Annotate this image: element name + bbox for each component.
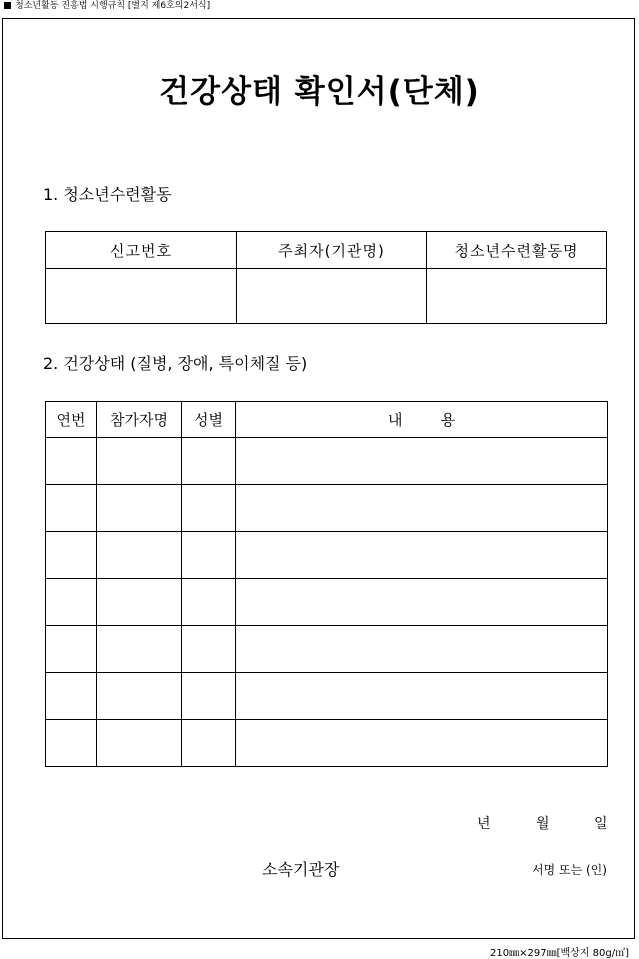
- activity-info-table: [45, 231, 607, 324]
- gender-cell[interactable]: [182, 720, 236, 767]
- column-header-organizer: 주최자(기관명): [237, 232, 427, 269]
- form-reference-text: 청소년활동 진흥법 시행규칙 [별지 제6호의2서식]: [15, 1, 211, 11]
- signature-or-seal-label: 서명 또는 (인): [532, 863, 607, 877]
- date-year-label: 년: [477, 816, 491, 832]
- institution-head-label: 소속기관장: [262, 860, 340, 879]
- form-title: 건강상태 확인서(단체): [159, 74, 480, 110]
- serial-cell[interactable]: [46, 720, 97, 767]
- participant-cell[interactable]: [97, 720, 182, 767]
- table-header-row: [46, 402, 608, 438]
- health-status-table: [45, 401, 608, 767]
- column-header-participant: 참가자명: [97, 402, 182, 438]
- gender-cell[interactable]: [182, 532, 236, 579]
- gender-cell[interactable]: [182, 485, 236, 532]
- column-header-serial: 연번: [46, 402, 97, 438]
- section-2-heading: 2. 건강상태 (질병, 장애, 특이체질 등): [43, 354, 308, 373]
- details-cell[interactable]: [236, 485, 608, 532]
- serial-cell[interactable]: [46, 438, 97, 485]
- column-header-activity-name: 청소년수련활동명: [427, 232, 607, 269]
- date-day-label: 일: [594, 816, 608, 832]
- table-row: [46, 269, 607, 324]
- participant-cell[interactable]: [97, 438, 182, 485]
- details-cell[interactable]: [236, 579, 608, 626]
- paper-spec-note: 210㎜×297㎜[백상지 80g/㎡]: [490, 948, 629, 959]
- serial-cell[interactable]: [46, 532, 97, 579]
- details-cell[interactable]: [236, 626, 608, 673]
- organizer-cell[interactable]: [237, 269, 427, 324]
- column-header-gender: 성별: [182, 402, 236, 438]
- table-header-row: [46, 232, 607, 269]
- details-cell[interactable]: [236, 532, 608, 579]
- participant-cell[interactable]: [97, 532, 182, 579]
- gender-cell[interactable]: [182, 626, 236, 673]
- column-header-report-number: 신고번호: [46, 232, 237, 269]
- table-row: [46, 720, 608, 767]
- gender-cell[interactable]: [182, 579, 236, 626]
- date-month-label: 월: [536, 816, 550, 832]
- participant-cell[interactable]: [97, 579, 182, 626]
- participant-cell[interactable]: [97, 626, 182, 673]
- table-row: [46, 485, 608, 532]
- form-reference-note: [4, 0, 210, 12]
- serial-cell[interactable]: [46, 485, 97, 532]
- details-cell[interactable]: [236, 720, 608, 767]
- participant-cell[interactable]: [97, 673, 182, 720]
- table-row: [46, 532, 608, 579]
- details-cell[interactable]: [236, 673, 608, 720]
- table-row: [46, 579, 608, 626]
- serial-cell[interactable]: [46, 626, 97, 673]
- participant-cell[interactable]: [97, 485, 182, 532]
- serial-cell[interactable]: [46, 579, 97, 626]
- gender-cell[interactable]: [182, 438, 236, 485]
- gender-cell[interactable]: [182, 673, 236, 720]
- report-number-cell[interactable]: [46, 269, 237, 324]
- details-cell[interactable]: [236, 438, 608, 485]
- serial-cell[interactable]: [46, 673, 97, 720]
- table-row: [46, 626, 608, 673]
- column-header-details: 내 용: [236, 402, 608, 438]
- table-row: [46, 673, 608, 720]
- square-bullet-icon: [4, 2, 11, 9]
- table-row: [46, 438, 608, 485]
- section-1-heading: 1. 청소년수련활동: [43, 185, 172, 204]
- activity-name-cell[interactable]: [427, 269, 607, 324]
